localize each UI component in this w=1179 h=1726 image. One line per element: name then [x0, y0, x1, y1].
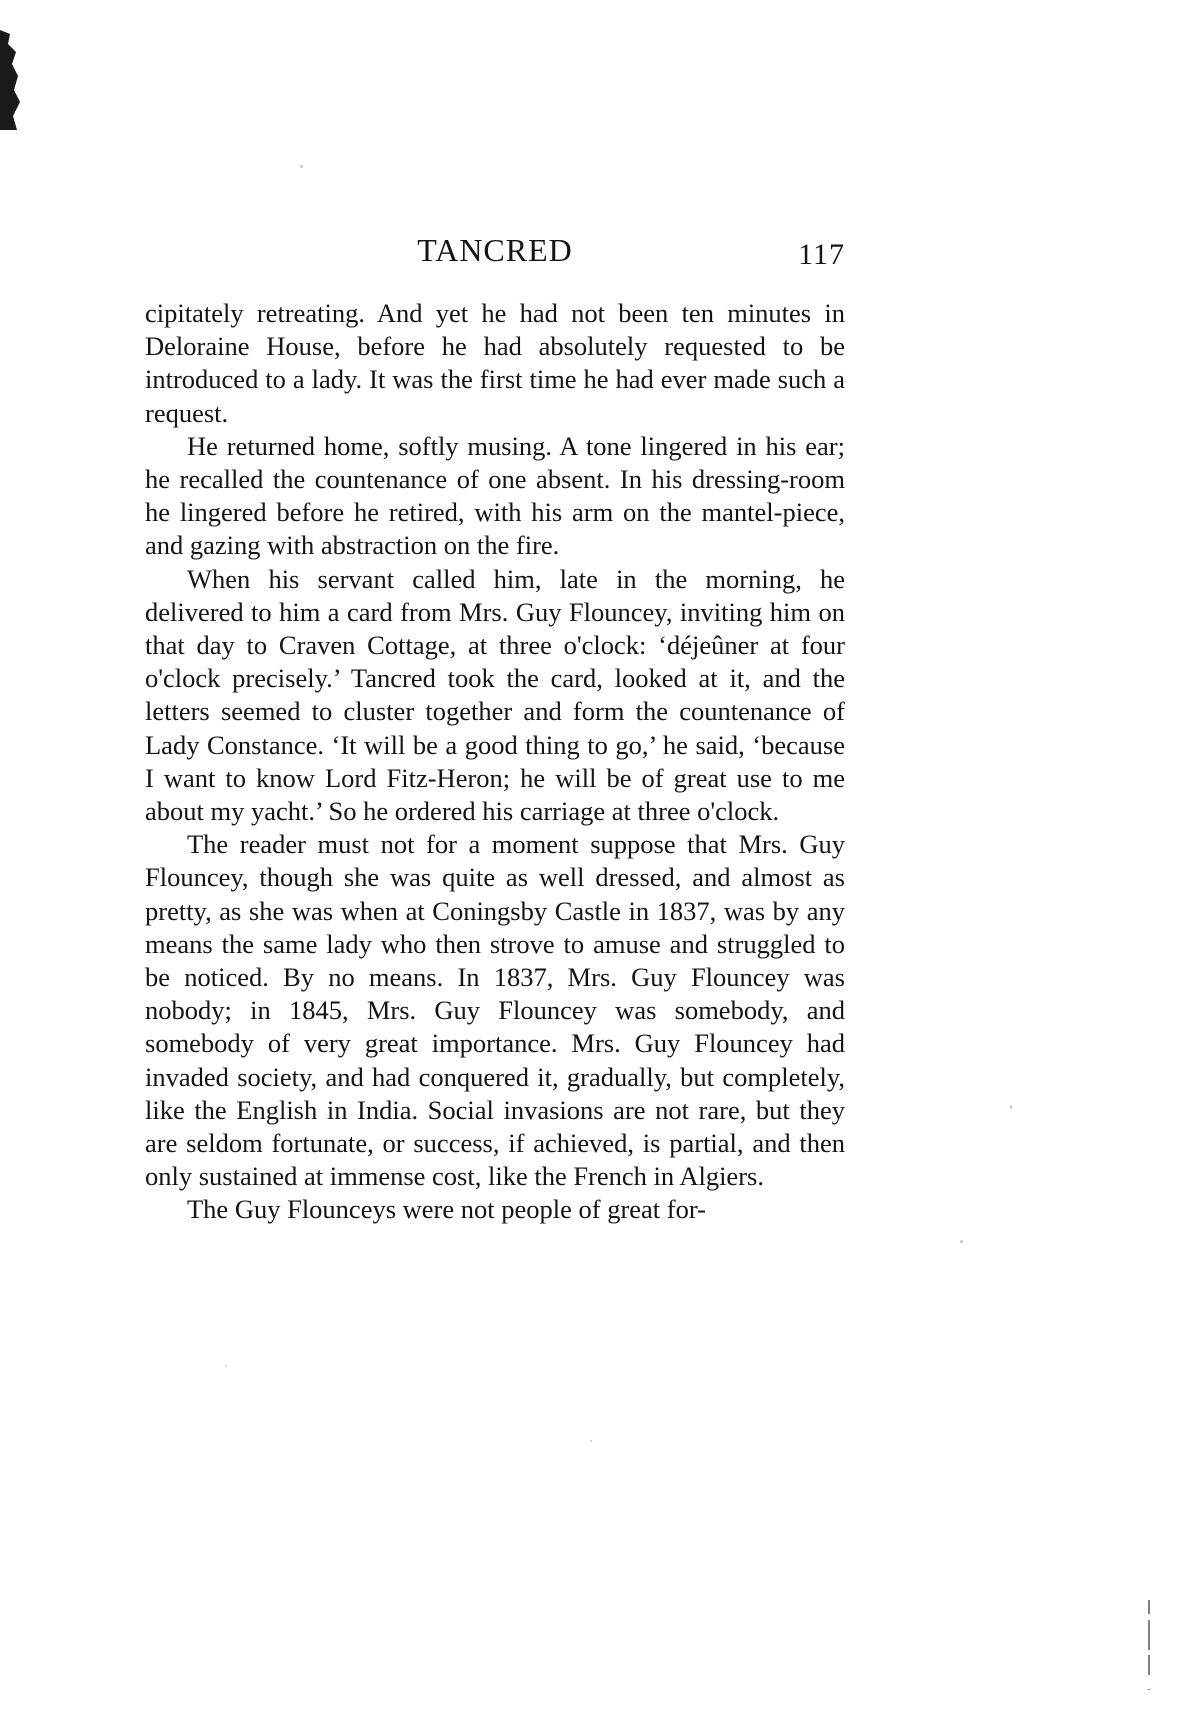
- paragraph: The Guy Flounceys were not people of great for-: [187, 1194, 706, 1225]
- scan-edge-line: [1148, 1600, 1150, 1690]
- paragraph: He returned home, softly musing. A tone lingered in his ear; he recalled the countenance of one absent. In his dressing-room he lingered before he retired, with his arm on the mantel-piece, and gazing with abstraction on the fire.: [145, 430, 845, 561]
- paragraph: When his servant called him, late in the morning, he delivered to him a card from Mrs. Guy Flouncey, inviting him on that day to Craven Cottage, at three o'clock: ‘déjeûner at four o'clock precisely.’ Tancred took the card, looked at it, and the letters seemed to cluster together and form the countenance of Lady Constance. ‘It will be a good thing to go,’ he said, ‘because I want to know Lord Fitz-Heron; he will be of great use to me about my yacht.’ So he ordered his carriage at three o'clock.: [145, 563, 845, 827]
- paragraph: The reader must not for a moment suppose that Mrs. Guy Flouncey, though she was quite as well dressed, and almost as pretty, as she was when at Coningsby Castle in 1837, was by any means the same lady who then strove to amuse and struggled to be noticed. By no means. In 1837, Mrs. Guy Flouncey was nobody; in 1845, Mrs. Guy Flouncey was somebody, and somebody of very great importance. Mrs. Guy Flouncey had invaded society, and had conquered it, gradually, but completely, like the English in India. Social invasions are not rare, but they are seldom fortunate, or success, if achieved, is partial, and then only sustained at immense cost, like the French in Algiers.: [145, 829, 845, 1192]
- page-header: [145, 232, 845, 272]
- running-title: TANCRED: [417, 232, 573, 268]
- scan-speck: [1010, 1105, 1012, 1109]
- paragraph: cipitately retreating. And yet he had not been ten minutes in Deloraine House, before he had absolutely requested to be introduced to a lady. It was the first time he had ever made such a request.: [145, 298, 845, 428]
- page-number: 117: [798, 238, 845, 271]
- scan-speck: [960, 1240, 963, 1243]
- scan-speck: [225, 1365, 227, 1367]
- scan-speck: [300, 165, 303, 168]
- body-text: [145, 297, 845, 1227]
- torn-edge-scan-mark: [0, 30, 22, 130]
- scan-speck: [590, 1440, 592, 1442]
